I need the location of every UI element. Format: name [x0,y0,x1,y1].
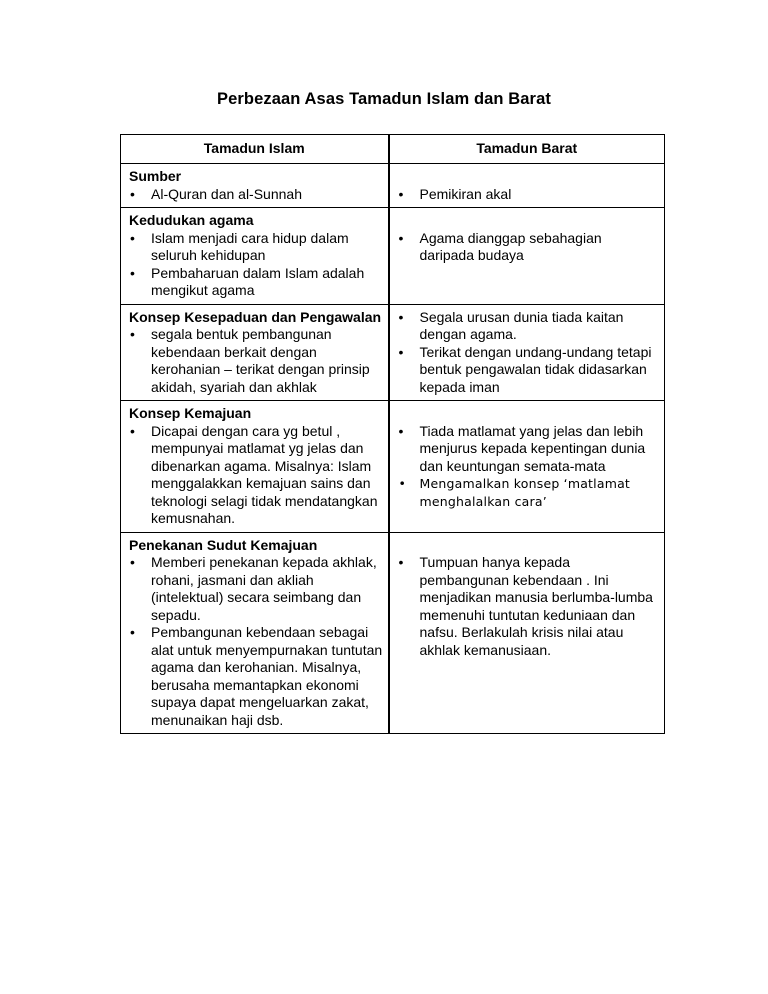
bullet-list [129,326,384,396]
list-item: • Tumpuan hanya kepada pembangunan kebendaan . Ini menjadikan manusia berlumba-lumba memenuhi tuntutan keduniaan dan nafsu. Berlakulah krisis nilai atau akhlak kemanusiaan. [398,554,661,659]
table-row [121,401,665,533]
row-heading: Konsep Kemajuan [129,405,252,421]
table-row [121,208,665,305]
row-heading: Kedudukan agama [129,212,254,228]
bullet-list [129,186,384,204]
row-heading: Penekanan Sudut Kemajuan [129,536,318,553]
document-title: Perbezaan Asas Tamadun Islam dan Barat [217,90,551,108]
bullet-list [398,309,661,397]
list-item: • Dicapai dengan cara yg betul , mempunyai matlamat yg jelas dan dibenarkan agama. Misalnya: Islam menggalakkan kemajuan sains dan teknologi selagi tidak mendatangkan kemusnahan. [129,423,384,528]
list-item: • Pembangunan kebendaan sebagai alat untuk menyempurnakan tuntutan agama dan kerohanian. Misalnya, berusaha memantapkan ekonomi supaya dapat mengeluarkan zakat, menunaikan haji dsb. [129,624,384,729]
bullet-list [129,230,384,300]
list-item: • Islam menjadi cara hidup dalam seluruh kehidupan [129,230,384,265]
cell-barat [389,164,665,208]
table-row [121,532,665,734]
cell-islam [121,304,389,401]
cell-islam [121,532,389,734]
list-item: • Segala urusan dunia tiada kaitan dengan agama. [398,309,661,344]
list-item: • Pembaharuan dalam Islam adalah mengikut agama [129,265,384,300]
bullet-list [398,186,661,204]
list-item: • Memberi penekanan kepada akhlak, rohani, jasmani dan akliah (intelektual) secara seimbang dan sepadu. [129,554,384,624]
list-item: • Terikat dengan undang-undang tetapi bentuk pengawalan tidak didasarkan kepada iman [398,344,661,397]
list-item: • Agama dianggap sebahagian daripada budaya [398,230,661,265]
bullet-list [129,423,384,528]
table-row [121,164,665,208]
bullet-list [398,554,661,659]
row-heading: Konsep Kesepaduan dan Pengawalan [129,308,382,325]
header-tamadun-islam: Tamadun Islam [121,135,389,164]
list-item: • Tiada matlamat yang jelas dan lebih menjurus kepada kepentingan dunia dan keuntungan semata-mata [398,423,661,476]
cell-islam [121,164,389,208]
cell-barat [389,401,665,533]
cell-barat [389,304,665,401]
bullet-list [398,423,661,511]
cell-barat [389,532,665,734]
list-item: • Mengamalkan konsep ‘matlamat menghalalkan cara’ [398,475,661,510]
header-row [121,135,665,164]
bullet-list [398,230,661,265]
list-item: • segala bentuk pembangunan kebendaan berkait dengan kerohanian – terikat dengan prinsip akidah, syariah dan akhlak [129,326,384,396]
list-item: • Al-Quran dan al-Sunnah [129,186,384,204]
comparison-table [120,134,665,734]
bullet-list [129,554,384,729]
cell-islam [121,401,389,533]
table-row [121,304,665,401]
cell-islam [121,208,389,305]
list-item: • Pemikiran akal [398,186,661,204]
header-tamadun-barat: Tamadun Barat [389,135,665,164]
row-heading: Sumber [129,168,182,184]
cell-barat [389,208,665,305]
